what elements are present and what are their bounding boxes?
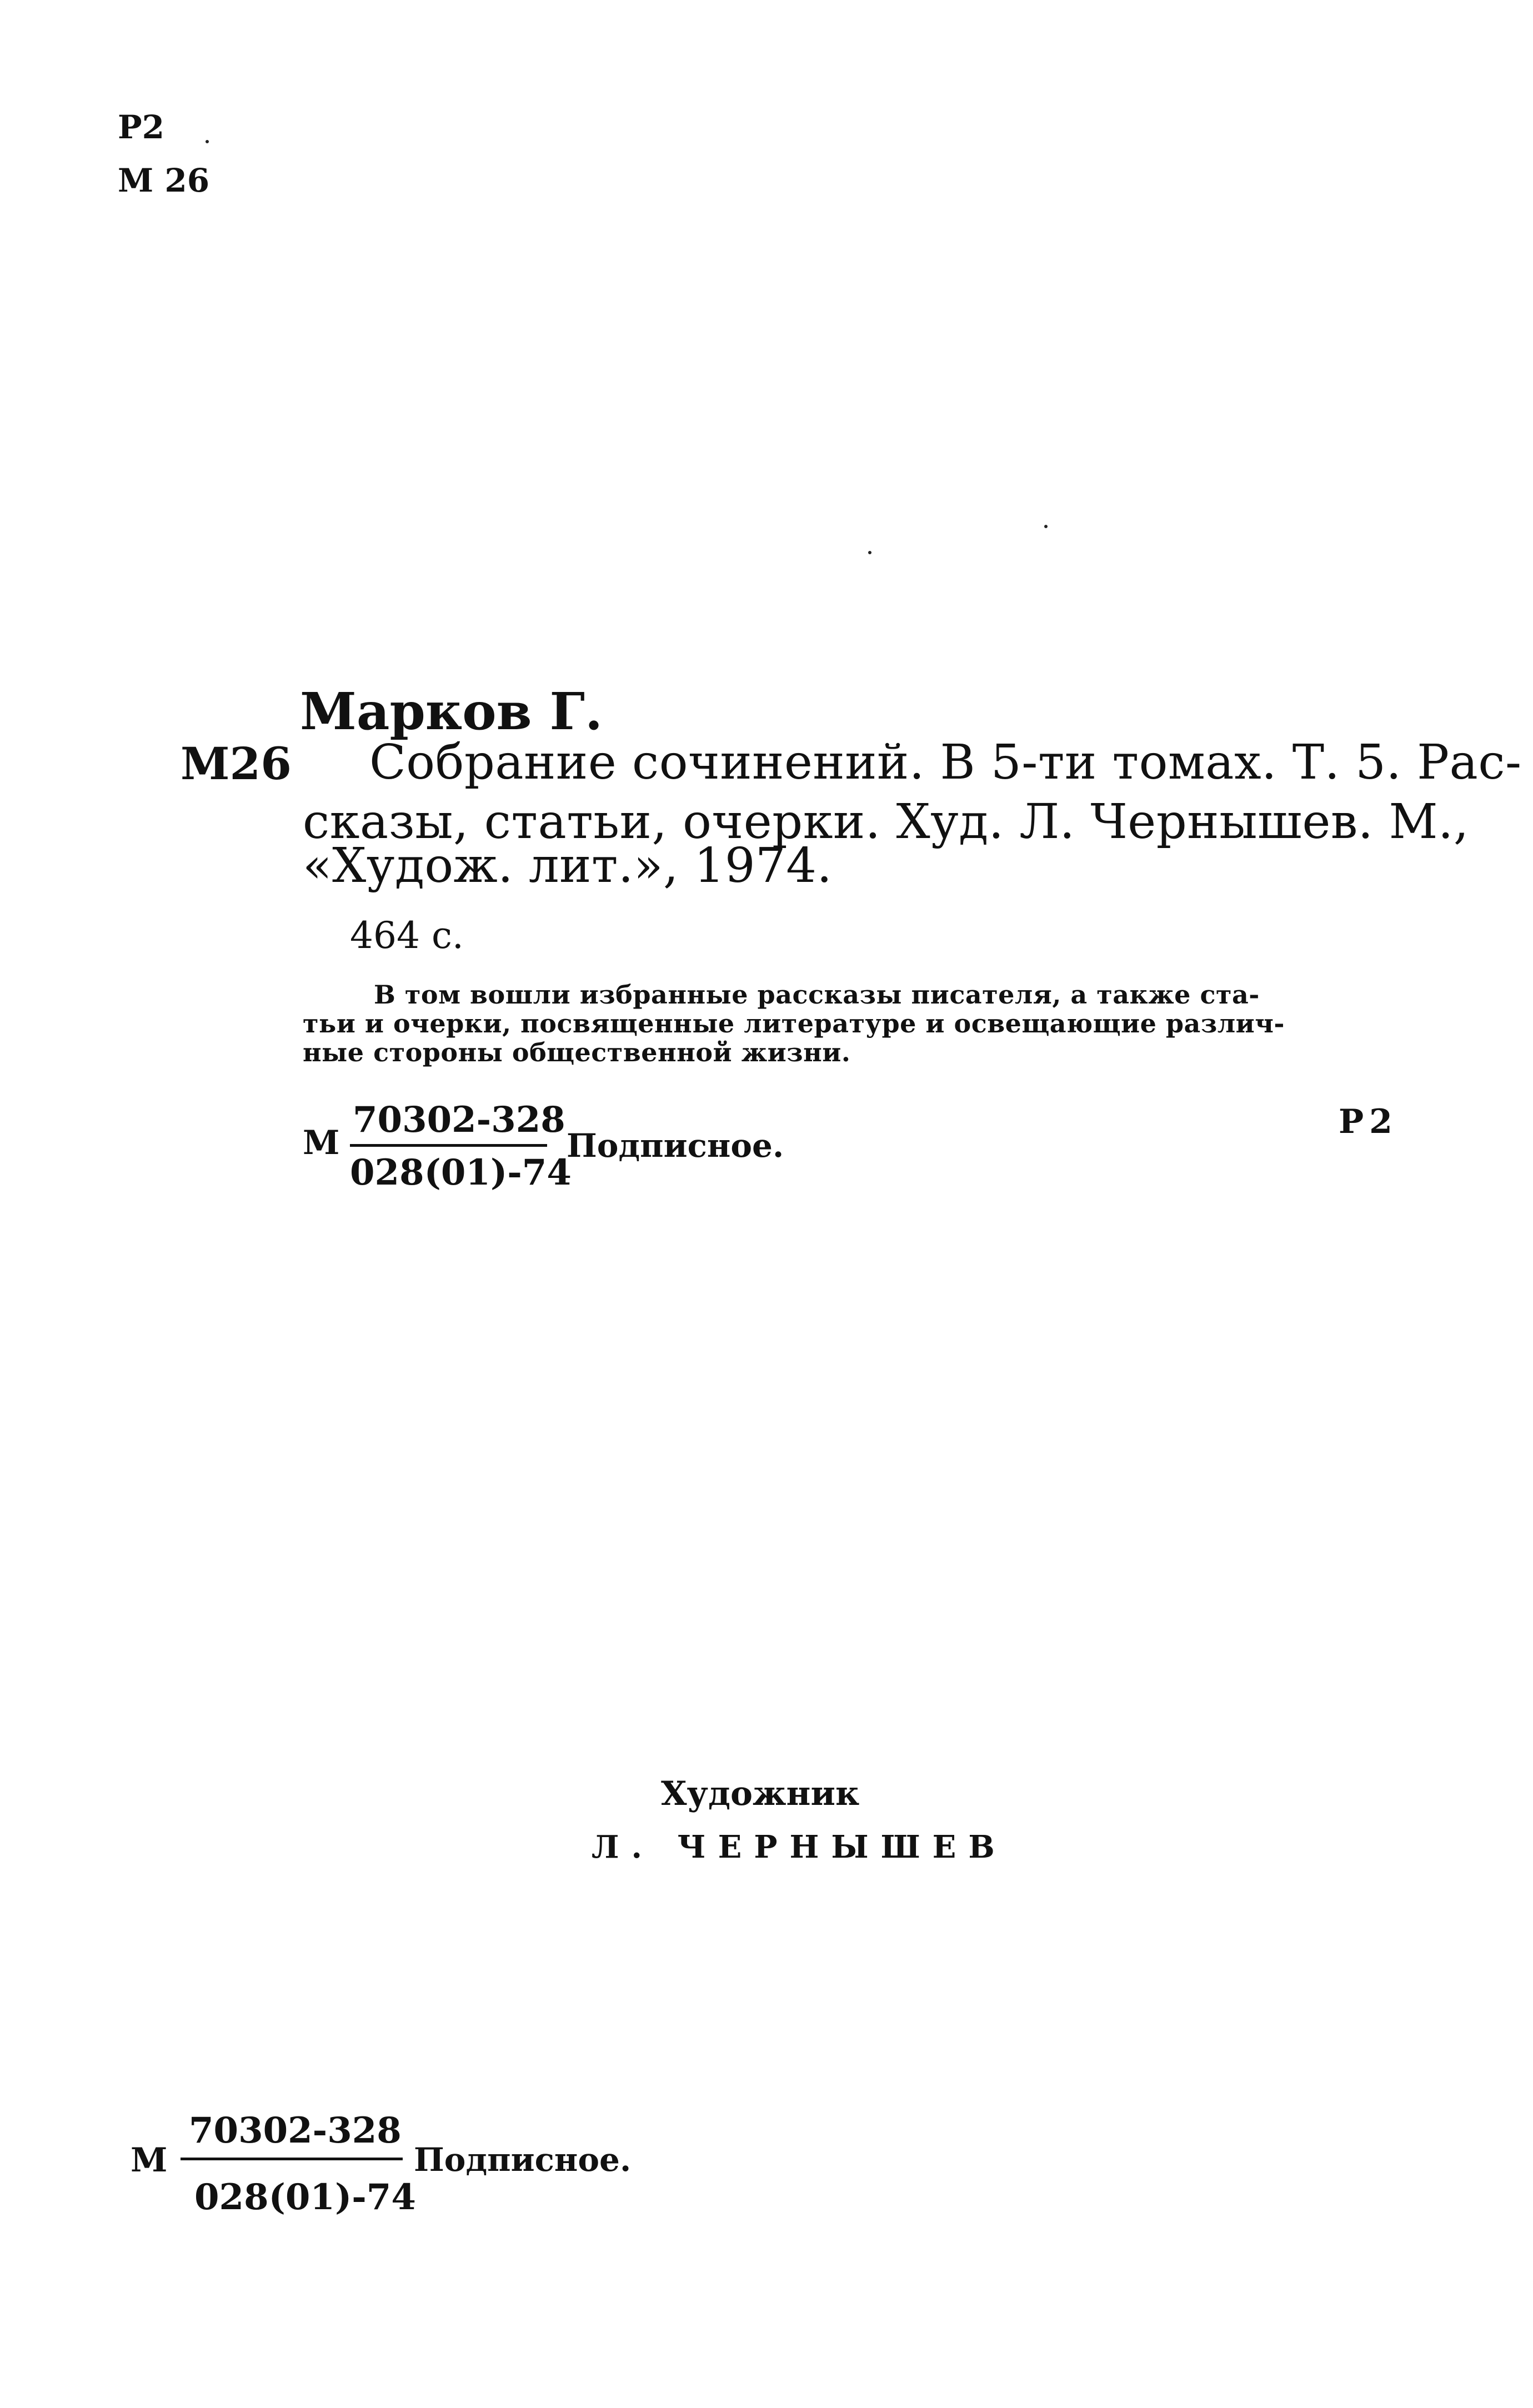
index-numerator: 70302-328 <box>189 2110 402 2151</box>
scan-speck <box>206 140 209 143</box>
annotation-line: В том вошли избранные рассказы писателя, а также ста- <box>374 980 1260 1010</box>
classification-code: Р2 <box>118 108 164 146</box>
author-mark: М 26 <box>118 162 210 199</box>
annotation-line: ные стороны общественной жизни. <box>303 1037 851 1067</box>
index-denominator: 028(01)-74 <box>194 2176 416 2218</box>
scan-speck <box>1044 525 1048 528</box>
index-denominator: 028(01)-74 <box>350 1152 572 1193</box>
bibliographic-description-line: «Худож. лит.», 1974. <box>303 838 833 894</box>
bibliographic-description-line: Собрание сочинений. В 5-ти томах. Т. 5. Рас- <box>369 735 1522 790</box>
scan-speck <box>868 551 871 554</box>
fraction-bar <box>350 1144 547 1147</box>
artist-role: Художник <box>661 1774 860 1813</box>
subscription-label: Подписное. <box>567 1127 784 1165</box>
author-index: М26 <box>181 738 292 790</box>
bibliographic-description-line: сказы, статьи, очерки. Худ. Л. Чернышев. М., <box>303 794 1469 850</box>
fraction-bar <box>181 2158 403 2160</box>
annotation-line: тьи и очерки, посвященные литературе и освещающие различ- <box>303 1009 1285 1039</box>
classification-code: Р2 <box>1339 1102 1398 1141</box>
author-heading: Марков Г. <box>300 681 603 741</box>
index-numerator: 70302-328 <box>353 1099 565 1141</box>
index-letter: М <box>131 2141 168 2180</box>
artist-name: Л. ЧЕРНЫШЕВ <box>592 1829 1007 1865</box>
page-count: 464 с. <box>350 914 464 957</box>
index-letter: М <box>303 1123 340 1162</box>
subscription-label: Подписное. <box>414 2141 632 2179</box>
